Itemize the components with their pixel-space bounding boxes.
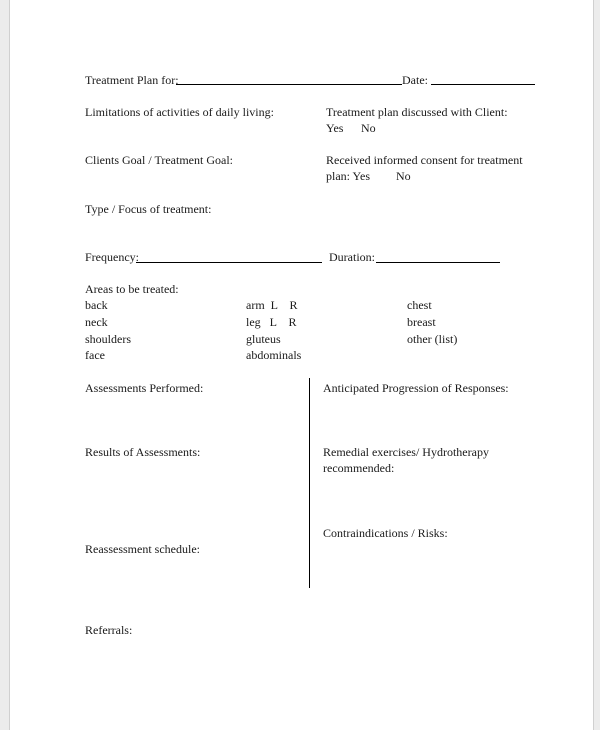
type-focus-label: Type / Focus of treatment: — [85, 202, 212, 216]
date-label: Date: — [402, 73, 428, 87]
plan-discussed-no[interactable]: No — [361, 121, 376, 135]
limitations-label: Limitations of activities of daily living: — [85, 105, 274, 119]
plan-discussed-label: Treatment plan discussed with Client: — [326, 105, 508, 119]
treatment-plan-for-label: Treatment Plan for: — [85, 73, 179, 87]
area-chest[interactable]: chest — [407, 298, 432, 312]
area-abdominals[interactable]: abdominals — [246, 348, 302, 362]
date-field[interactable] — [431, 84, 535, 85]
consent-yes[interactable]: plan: Yes — [326, 169, 371, 183]
area-back[interactable]: back — [85, 298, 108, 312]
anticipated-progression-label: Anticipated Progression of Responses: — [323, 381, 509, 395]
treatment-plan-for-field[interactable] — [176, 84, 402, 85]
reassessment-schedule-label: Reassessment schedule: — [85, 542, 200, 556]
remedial-label-line2: recommended: — [323, 461, 395, 475]
contraindications-label: Contraindications / Risks: — [323, 526, 448, 540]
plan-discussed-yes[interactable]: Yes — [326, 121, 344, 135]
consent-no[interactable]: No — [396, 169, 411, 183]
results-of-assessments-label: Results of Assessments: — [85, 445, 201, 459]
area-breast[interactable]: breast — [407, 315, 436, 329]
column-divider — [309, 378, 310, 588]
area-other-list[interactable]: other (list) — [407, 332, 458, 346]
duration-label: Duration: — [329, 250, 375, 264]
frequency-label: Frequency: — [85, 250, 139, 264]
area-neck[interactable]: neck — [85, 315, 108, 329]
areas-heading: Areas to be treated: — [85, 282, 179, 296]
area-shoulders[interactable]: shoulders — [85, 332, 131, 346]
referrals-label: Referrals: — [85, 623, 133, 637]
clients-goal-label: Clients Goal / Treatment Goal: — [85, 153, 233, 167]
area-arm[interactable]: arm L R — [246, 298, 298, 312]
area-face[interactable]: face — [85, 348, 105, 362]
frequency-field[interactable] — [136, 262, 322, 263]
area-gluteus[interactable]: gluteus — [246, 332, 281, 346]
area-leg[interactable]: leg L R — [246, 315, 297, 329]
remedial-label-line1: Remedial exercises/ Hydrotherapy — [323, 445, 489, 459]
form-page — [9, 0, 594, 730]
consent-label-line1: Received informed consent for treatment — [326, 153, 523, 167]
duration-field[interactable] — [376, 262, 500, 263]
assessments-performed-label: Assessments Performed: — [85, 381, 204, 395]
